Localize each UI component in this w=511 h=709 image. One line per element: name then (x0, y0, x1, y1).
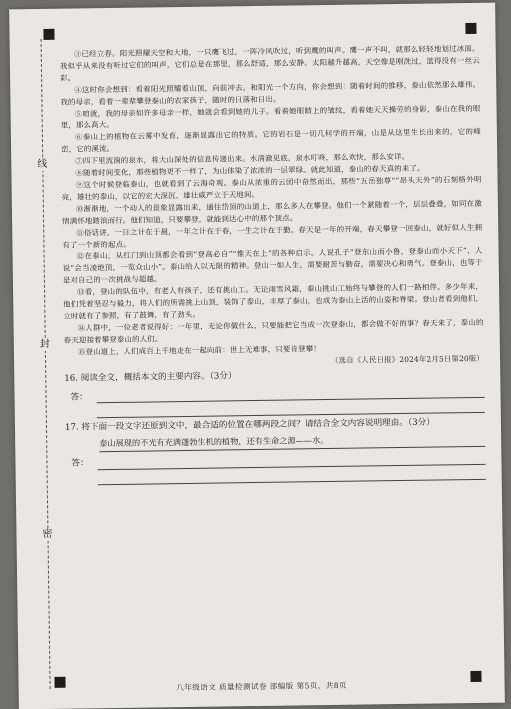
binding-char-secret: 密 (42, 528, 53, 541)
paragraph-5: ⑤咱就，我的母亲如许多母亲一样，她就会看到她的儿子。看着她眼睛上的皱纹，看着她天天操劳的身影，泰山在我的眼里，那么高大。 (60, 103, 481, 131)
binding-line (41, 39, 51, 689)
paragraph-15: ⑮登山道上，人们成百上千地走在一起向前：世上无难事，只要肯登攀！ (77, 343, 321, 357)
paragraph-13: ⑬看，登山的队伍中，有老人有孩子，还有挑山工。无论雨雪风霜，泰山挑山工始终与攀登的人们一路相伴。多少年来，他们凭着坚忍与毅力，将人们的所需挑上山顶，装饰了泰山，丰厚了泰山，也成为泰山上活的山姿和脊梁。登山者看到他们，立时就有了参照，有了鼓舞，有了劲头。 (63, 281, 484, 321)
page-footer: 八年级语文 质量检测试卷 部编版 第5页，共8页 (176, 680, 348, 693)
registration-mark (465, 23, 476, 34)
paragraph-11: ⑪俗话讲，一日之计在于晨，一年之计在于春，一生之计在于勤。春天是一年的开端，春天攀登一回泰山，就好似人生拥有了一个新的起点。 (62, 222, 483, 250)
source-citation: （选自《人民日报》2024年2月5日第20版） (330, 353, 485, 365)
paragraph-6: ⑥泰山上的植物在云雾中发育，逐渐显露出它的特质。它的岩石是一切几何学的开端，山是从这里生长出来的，它的峰峦，它的溪流。 (61, 127, 481, 154)
paragraph-10: ⑩渐渐地，一个动人的景象显露出来，通往岱顶的山道上，那么多人在攀登。他们一个紧随着一个，层层叠叠，如同在激情满怀地踏浪而行。他们知道，只要攀登，就能到达心中的那个顶点。 (62, 198, 482, 226)
answer-16-label: 答： (70, 391, 88, 403)
question-17: 17. 将下面一段文字还原到文中，最合适的位置在哪两段之间？请结合全文内容说明理由。（3分） (64, 417, 435, 434)
paragraph-9: ⑨这个时候登临泰山，也就看到了云海奇观。泰山从浓重的云团中奋然而出，那些“五岳独尊”“昂头天外”的石刻格外明亮，雄壮的泰山，以它的宏大深沉、雄壮威严立于天地间。 (61, 174, 482, 202)
binding-char-seal: 封 (39, 338, 50, 351)
paragraph-8: ⑧随着时间变化，那些植物更不一样了，为山体染了浓浓的一层翠绿。就此知道，泰山的春天真的来了。 (75, 163, 425, 178)
paragraph-7: ⑦四下里流淌的泉水，将大山深处的信息传递出来。水清澈见底，泉水叮咚，那么欢快，那么安详。 (75, 152, 410, 166)
question-16: 16. 阅读全文，概括本文的主要内容。（3分） (64, 371, 237, 385)
reading-passage (60, 43, 486, 486)
paragraph-12: ⑫在泰山，从红门到山顶都会看到“登高必自”“惟天在上”的各种启示。人说孔子“登东山而小鲁，登泰山而小天下”，人说“会当凌绝顶，一览众山小”。泰山给人以无限的精神。登山一如人生，需要耐苦与勤奋，需要决心和勇气。登泰山，也等于是对自己的一次挑战与超越。 (62, 246, 483, 285)
paragraph-4: ④这时你会想到：看着阳光照耀着山顶，向前冲去，和阳光一个方向，你会想到：随着时间的推移，泰山依然那么雄伟。我的母亲，看着一辈辈攀登泰山的农家孩子，随时的日落和日出。 (60, 79, 481, 107)
insert-sentence: 泰山展现的不光有充满蓬勃生机的植物，还有生命之源——水。 (99, 433, 485, 452)
exam-page (9, 3, 505, 709)
registration-mark (43, 29, 54, 40)
paragraph-14: ⑭人群中，一位老者说得好：一年里，无论你做什么，只要能把它当成一次登泰山，都会做不好的事？春天来了，泰山的春天迎接着攀登泰山的人们。 (63, 317, 484, 345)
answer-17-label: 答： (71, 458, 89, 470)
paragraph-3: ③已经立春。阳光照耀天空和大地，一只鹰飞过，一阵冷风吹过，听到鹰的叫声。鹰一声不叫，就那么轻轻地划过冰面。我似乎从来没有听过它们的叫声，它们总是在那里，那么舒适，那么安静。太阳越升越高，天空像是刚洗过，蓝得没有一丝云彩。 (59, 43, 480, 83)
binding-char-line: 线 (37, 158, 48, 171)
